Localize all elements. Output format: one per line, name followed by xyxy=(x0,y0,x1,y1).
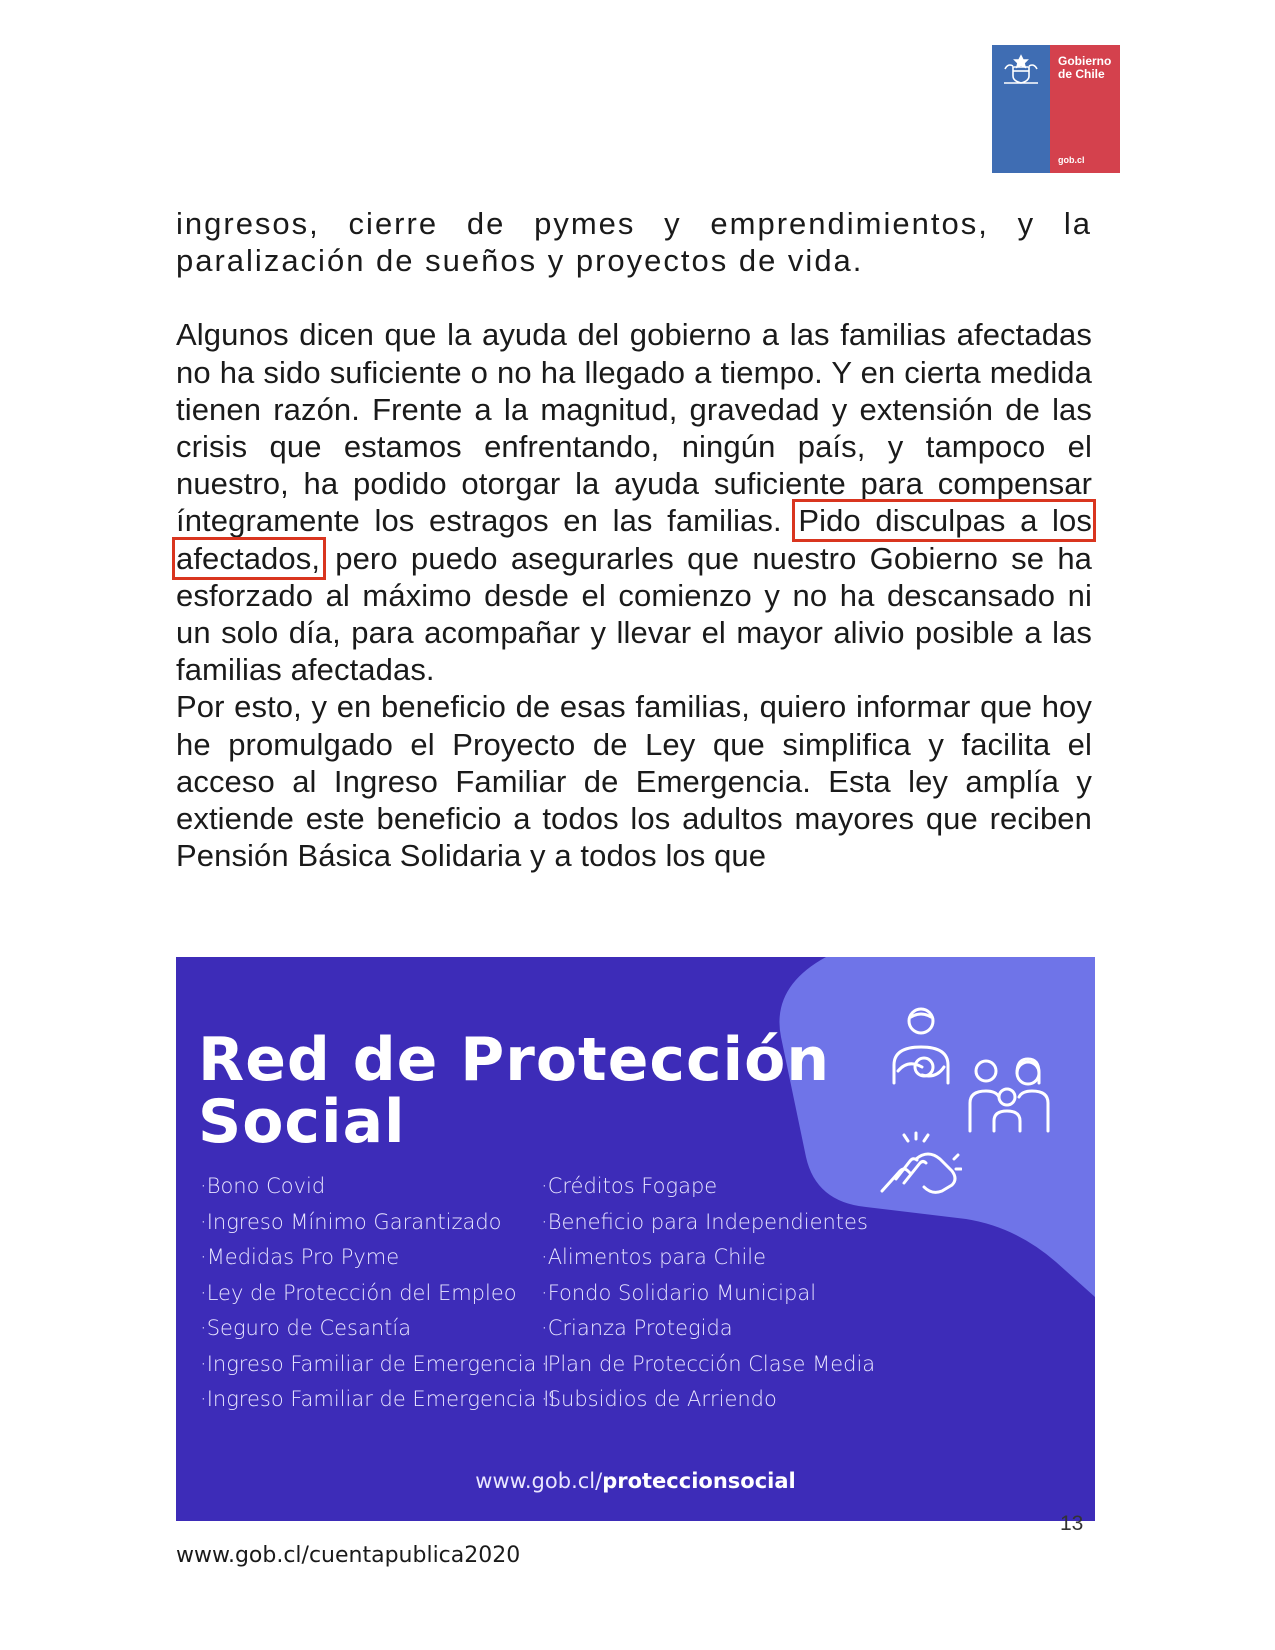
page-number: 13 xyxy=(1060,1512,1084,1535)
paragraph-1: ingresos, cierre de pymes y emprendimientos, y la paralización de sueños y proyectos de vida. xyxy=(176,206,1092,279)
list-item: · Créditos Fogape xyxy=(541,1169,875,1205)
banner-url-bold: proteccionsocial xyxy=(602,1469,796,1493)
list-item: · Bono Covid xyxy=(200,1169,555,1205)
list-item: · Seguro de Cesantía xyxy=(200,1311,555,1347)
paragraph-2-start: Algunos dicen que la ayuda del gobierno a las familias afectadas no ha sido suficiente o no ha llegado a tiempo. Y en cierta medida tienen razón. Frente a la magnitud, gravedad y extensión de las crisis que estamos enfrentando, ningún país, y tampoco el nuestro, ha podido otorgar la ayuda suficiente para compensar íntegramente los estragos en las familias. xyxy=(176,317,1092,539)
highlighted-apology: Pido disculpas a los afectados, xyxy=(176,503,1092,576)
coat-of-arms-icon xyxy=(1000,53,1042,87)
paragraph-2 xyxy=(176,316,1092,688)
banner-url-prefix: www.gob.cl/ xyxy=(475,1469,603,1493)
paragraph-2-end: pero puedo asegurarles que nuestro Gobierno se ha esforzado al máximo desde el comienzo y no ha descansado ni un solo día, para acompañar y llevar el mayor alivio posible a las familias afectadas. xyxy=(176,540,1092,688)
logo-red-panel xyxy=(1050,45,1120,173)
benefits-list-right xyxy=(541,1169,875,1418)
list-item: · Subsidios de Arriendo xyxy=(541,1382,875,1418)
list-item: · Fondo Solidario Municipal xyxy=(541,1276,875,1312)
logo-url: gob.cl xyxy=(1058,155,1085,165)
list-item: · Ley de Protección del Empleo xyxy=(200,1276,555,1312)
body-text xyxy=(176,205,1092,874)
gobierno-de-chile-logo xyxy=(992,45,1120,173)
banner-url xyxy=(176,1469,1095,1493)
family-icon xyxy=(966,1057,1052,1133)
list-item: · Medidas Pro Pyme xyxy=(200,1240,555,1276)
footer-url: www.gob.cl/cuentapublica2020 xyxy=(176,1543,521,1568)
helping-hands-icon xyxy=(876,1129,962,1195)
banner-title-line-1: Red de Protección xyxy=(198,1025,831,1095)
logo-blue-panel xyxy=(992,45,1050,173)
list-item: · Beneficio para Independientes xyxy=(541,1205,875,1241)
banner-title xyxy=(198,1025,831,1157)
list-item: · Ingreso Mínimo Garantizado xyxy=(200,1205,555,1241)
list-item: · Ingreso Familiar de Emergencia I xyxy=(200,1347,555,1383)
banner-title-line-2: Social xyxy=(198,1087,406,1157)
mother-baby-icon xyxy=(884,1005,958,1089)
list-item: · Ingreso Familiar de Emergencia II xyxy=(200,1382,555,1418)
benefits-list-left xyxy=(200,1169,555,1418)
paragraph-3: Por esto, y en beneficio de esas familias, quiero informar que hoy he promulgado el Proyecto de Ley que simplifica y facilita el acceso al Ingreso Familiar de Emergencia. Esta ley amplía y extiende este beneficio a todos los adultos mayores que reciben Pensión Básica Solidaria y a todos los que xyxy=(176,689,1092,874)
list-item: · Plan de Protección Clase Media xyxy=(541,1347,875,1383)
logo-title: Gobierno de Chile xyxy=(1058,54,1112,81)
proteccion-social-banner xyxy=(176,957,1095,1521)
list-item: · Alimentos para Chile xyxy=(541,1240,875,1276)
list-item: · Crianza Protegida xyxy=(541,1311,875,1347)
